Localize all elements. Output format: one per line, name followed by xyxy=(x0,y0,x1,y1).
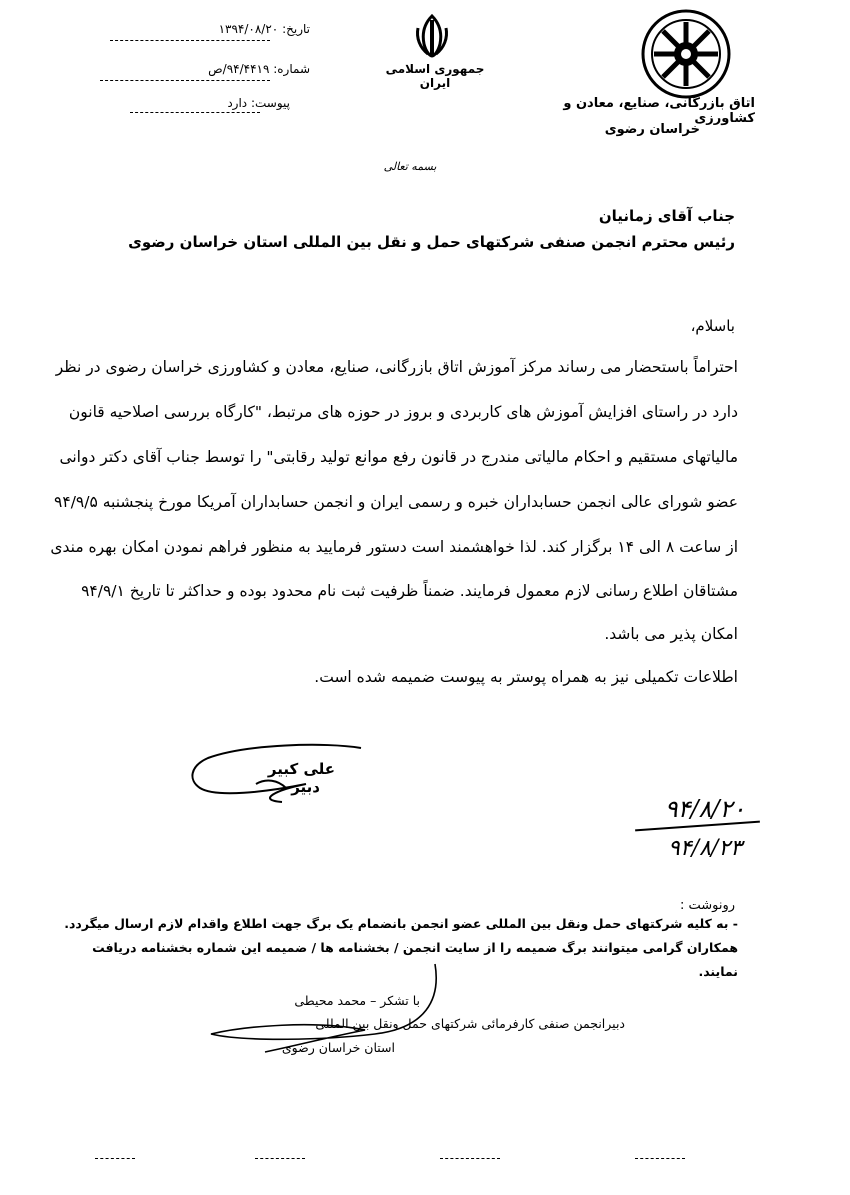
thanks-line: با تشکر – محمد محیطی xyxy=(294,993,420,1008)
org-name-line1: اتاق بازرگانی، صنایع، معادن و کشاورزی xyxy=(563,96,755,126)
scan-mark xyxy=(440,1158,500,1159)
body-line: دارد در راستای افزایش آموزش های کاربردی و بروز در حوزه های مرتبط، "کارگاه بررسی اصلاحیه قانون xyxy=(68,403,738,421)
signer-title: دبیر xyxy=(291,778,320,796)
attachment-value: دارد xyxy=(227,96,248,110)
copy-line: نمایند. xyxy=(698,964,738,979)
scan-mark xyxy=(95,1158,135,1159)
date-label: تاریخ xyxy=(286,22,310,36)
date-value: ۱۳۹۴/۰۸/۲۰ xyxy=(218,22,279,36)
emblem-caption: جمهوری اسلامی ایران xyxy=(385,62,485,90)
greeting: باسلام، xyxy=(690,317,735,335)
scan-mark xyxy=(255,1158,305,1159)
recipient-title: رئیس محترم انجمن صنفی شرکتهای حمل و نقل بین المللی استان خراسان رضوی xyxy=(128,233,735,251)
attachment-field: پیوست: دارد xyxy=(227,96,290,110)
iran-emblem-icon xyxy=(412,14,452,58)
number-label: شماره xyxy=(277,62,310,76)
sender-province: استان خراسان رضوی xyxy=(281,1040,395,1055)
number-field: شماره: ۹۴/۴۴۱۹/ص xyxy=(208,62,310,76)
signature-scribble-2 xyxy=(205,960,455,1055)
recipient-name: جناب آقای زمانیان xyxy=(598,207,735,225)
body-line: احتراماً باستحضار می رساند مرکز آموزش اتاق بازرگانی، صنایع، معادن و کشاورزی خراسان رضوی در نظر xyxy=(55,358,738,376)
body-line: امکان پذیر می باشد. xyxy=(604,625,738,643)
date-field: تاریخ: ۱۳۹۴/۰۸/۲۰ xyxy=(218,22,310,36)
number-underline xyxy=(100,80,270,81)
chamber-seal-logo xyxy=(640,8,732,100)
body-line: عضو شورای عالی انجمن حسابداران خبره و رسمی ایران و انجمن حسابداران آمریکا مورخ پنجشنبه ۹۴/۹/۵ xyxy=(54,493,738,511)
attachment-label: پیوست xyxy=(255,96,290,110)
number-value: ۹۴/۴۴۱۹/ص xyxy=(208,62,270,76)
copy-heading: رونوشت : xyxy=(679,898,735,913)
handwritten-receipt-line2: ۹۴/۸/۲۳ xyxy=(668,836,742,861)
handwritten-receipt-line1: ۹۴/۸/۲۰ xyxy=(664,795,746,823)
attachment-underline xyxy=(130,112,260,113)
scan-mark xyxy=(635,1158,685,1159)
invocation: بسمه تعالی xyxy=(383,160,437,173)
copy-line: - به کلیه شرکتهای حمل ونقل بین المللی عضو انجمن بانضمام یک برگ جهت اطلاع واقدام لازم ارسال میگردد. xyxy=(64,916,738,931)
body-line: مالیاتهای مستقیم و احکام مالیاتی مندرج در قانون رفع موانع تولید رقابتی" را توسط جناب آقای دکتر دوانی xyxy=(59,448,738,466)
sender-title: دبیرانجمن صنفی کارفرمائی شرکتهای حمل ونقل بین المللی xyxy=(315,1016,625,1031)
closing-note: اطلاعات تکمیلی نیز به همراه پوستر به پیوست ضمیمه شده است. xyxy=(314,668,738,686)
copy-line: همکاران گرامی میتوانند برگ ضمیمه را از سایت انجمن / بخشنامه ها / ضمیمه این شماره بخشنامه دریافت xyxy=(92,940,738,955)
date-underline xyxy=(110,40,270,41)
signer-name: علی کبیر xyxy=(267,760,335,778)
body-line: مشتاقان اطلاع رسانی لازم معمول فرمایند. ضمناً ظرفیت ثبت نام محدود بوده و حداکثر تا تاریخ ۹۴/۹/۱ xyxy=(81,582,738,600)
org-name-line2: خراسان رضوی xyxy=(604,122,700,137)
body-line: از ساعت ۸ الی ۱۴ برگزار کند. لذا خواهشمند است دستور فرمایید به منظور فراهم نمودن امکان بهره مندی xyxy=(50,538,738,556)
